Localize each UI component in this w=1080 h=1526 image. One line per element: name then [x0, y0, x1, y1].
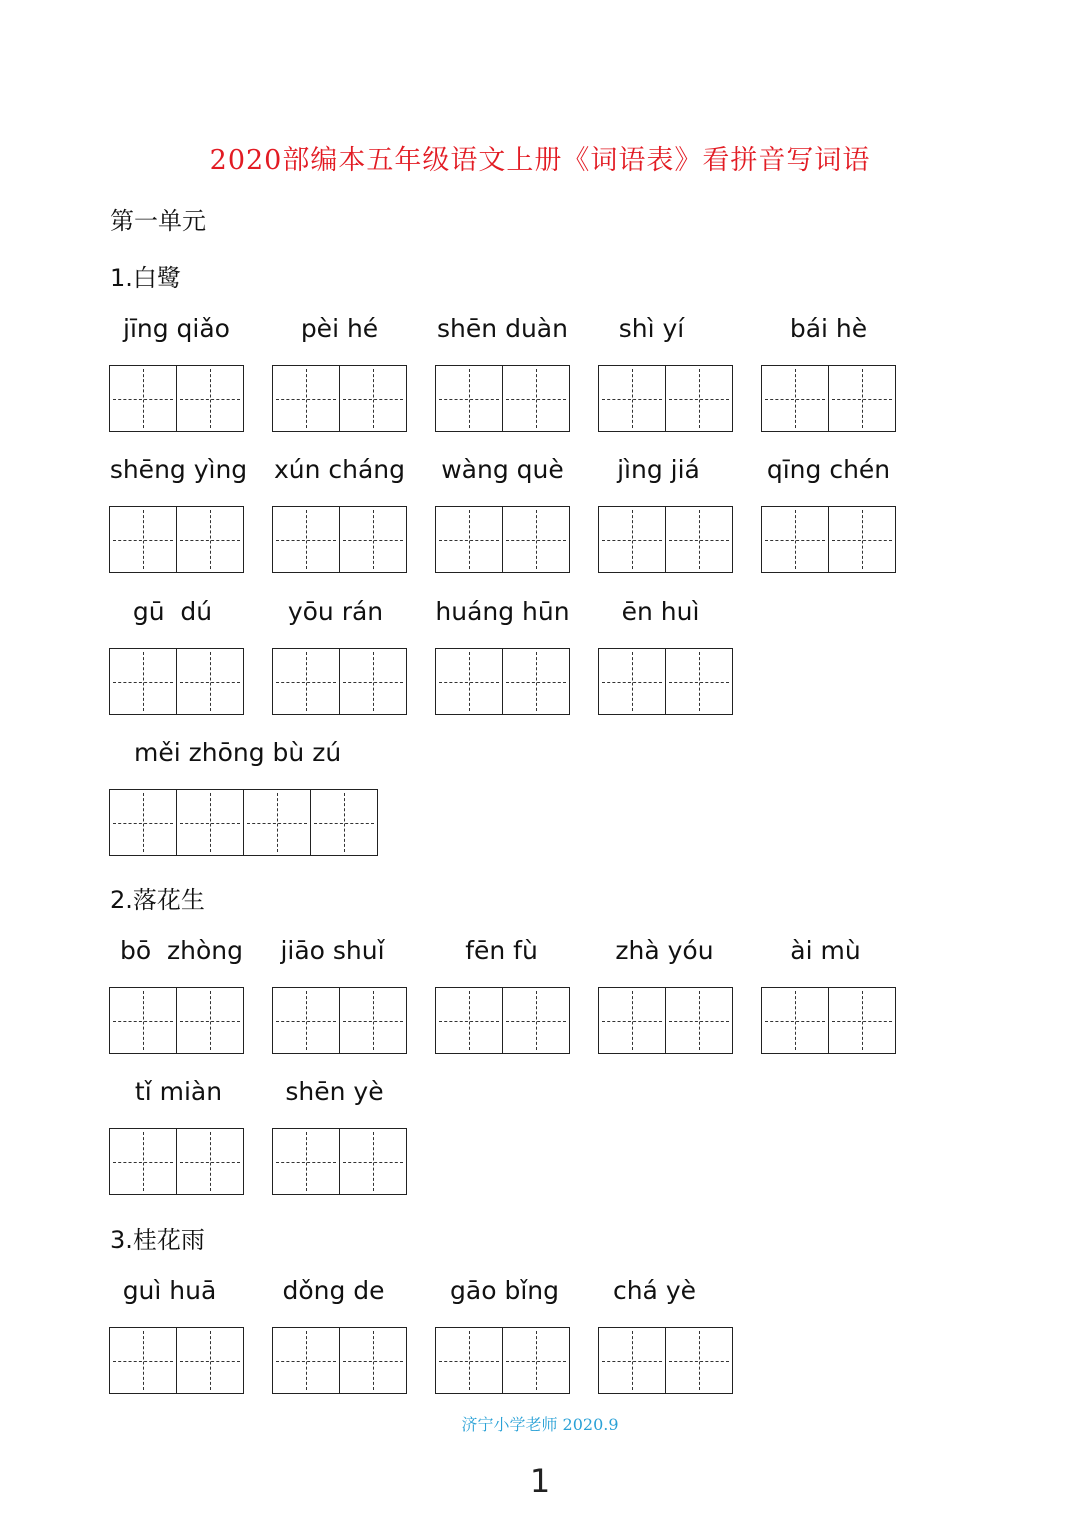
writing-grid[interactable]	[272, 506, 407, 573]
writing-grid[interactable]	[598, 648, 733, 715]
writing-grid[interactable]	[109, 506, 244, 573]
writing-grid[interactable]	[272, 987, 407, 1054]
pinyin-label: wàng què	[441, 455, 564, 484]
pinyin-label: gāo bǐng	[450, 1276, 559, 1305]
writing-grid[interactable]	[761, 987, 896, 1054]
pinyin-label: shì yí	[618, 314, 685, 343]
pinyin-label: dǒng de	[282, 1276, 385, 1305]
pinyin-label: xún cháng	[273, 455, 406, 484]
writing-grid[interactable]	[272, 365, 407, 432]
pinyin-label: pèi hé	[300, 314, 379, 343]
writing-grid[interactable]	[109, 987, 244, 1054]
writing-grid[interactable]	[761, 506, 896, 573]
page-number: 1	[529, 1462, 551, 1500]
pinyin-label: jiāo shuǐ	[280, 936, 385, 965]
writing-grid[interactable]	[598, 506, 733, 573]
pinyin-label: bō zhòng	[119, 936, 244, 965]
pinyin-label: shēn duàn	[437, 314, 568, 343]
pinyin-label: guì huā	[122, 1276, 217, 1305]
pinyin-label: jīng qiǎo	[123, 314, 230, 343]
lesson-heading: 1.白鹭	[110, 264, 181, 292]
page-title: 2020部编本五年级语文上册《词语表》看拼音写词语	[209, 145, 871, 176]
writing-grid[interactable]	[761, 365, 896, 432]
writing-grid[interactable]	[109, 789, 378, 856]
lesson-heading: 3.桂花雨	[110, 1226, 205, 1254]
pinyin-label: huáng hūn	[435, 597, 570, 626]
writing-grid[interactable]	[435, 987, 570, 1054]
writing-grid[interactable]	[598, 1327, 733, 1394]
writing-grid[interactable]	[272, 1327, 407, 1394]
writing-grid[interactable]	[598, 987, 733, 1054]
writing-grid[interactable]	[435, 365, 570, 432]
writing-grid[interactable]	[109, 648, 244, 715]
footer-credit: 济宁小学老师 2020.9	[461, 1415, 619, 1434]
writing-grid[interactable]	[272, 648, 407, 715]
pinyin-label: jìng jiá	[617, 455, 700, 484]
pinyin-label: gū dú	[132, 597, 213, 626]
pinyin-label: tǐ miàn	[134, 1077, 223, 1106]
writing-grid[interactable]	[272, 1128, 407, 1195]
unit-heading: 第一单元	[110, 207, 206, 235]
pinyin-label: shēn yè	[285, 1077, 384, 1106]
pinyin-label: bái hè	[789, 314, 868, 343]
writing-grid[interactable]	[109, 1327, 244, 1394]
writing-grid[interactable]	[435, 1327, 570, 1394]
writing-grid[interactable]	[109, 365, 244, 432]
writing-grid[interactable]	[598, 365, 733, 432]
pinyin-label: chá yè	[612, 1276, 697, 1305]
pinyin-label: ài mù	[790, 936, 861, 965]
lesson-heading: 2.落花生	[110, 886, 205, 914]
writing-grid[interactable]	[435, 506, 570, 573]
pinyin-label: fēn fù	[465, 936, 538, 965]
pinyin-label: yōu rán	[287, 597, 384, 626]
pinyin-label: měi zhōng bù zú	[134, 738, 342, 767]
pinyin-label: zhà yóu	[615, 936, 714, 965]
writing-grid[interactable]	[435, 648, 570, 715]
pinyin-label: qīng chén	[766, 455, 891, 484]
pinyin-label: ēn huì	[621, 597, 700, 626]
pinyin-label: shēng yìng	[109, 455, 248, 484]
writing-grid[interactable]	[109, 1128, 244, 1195]
